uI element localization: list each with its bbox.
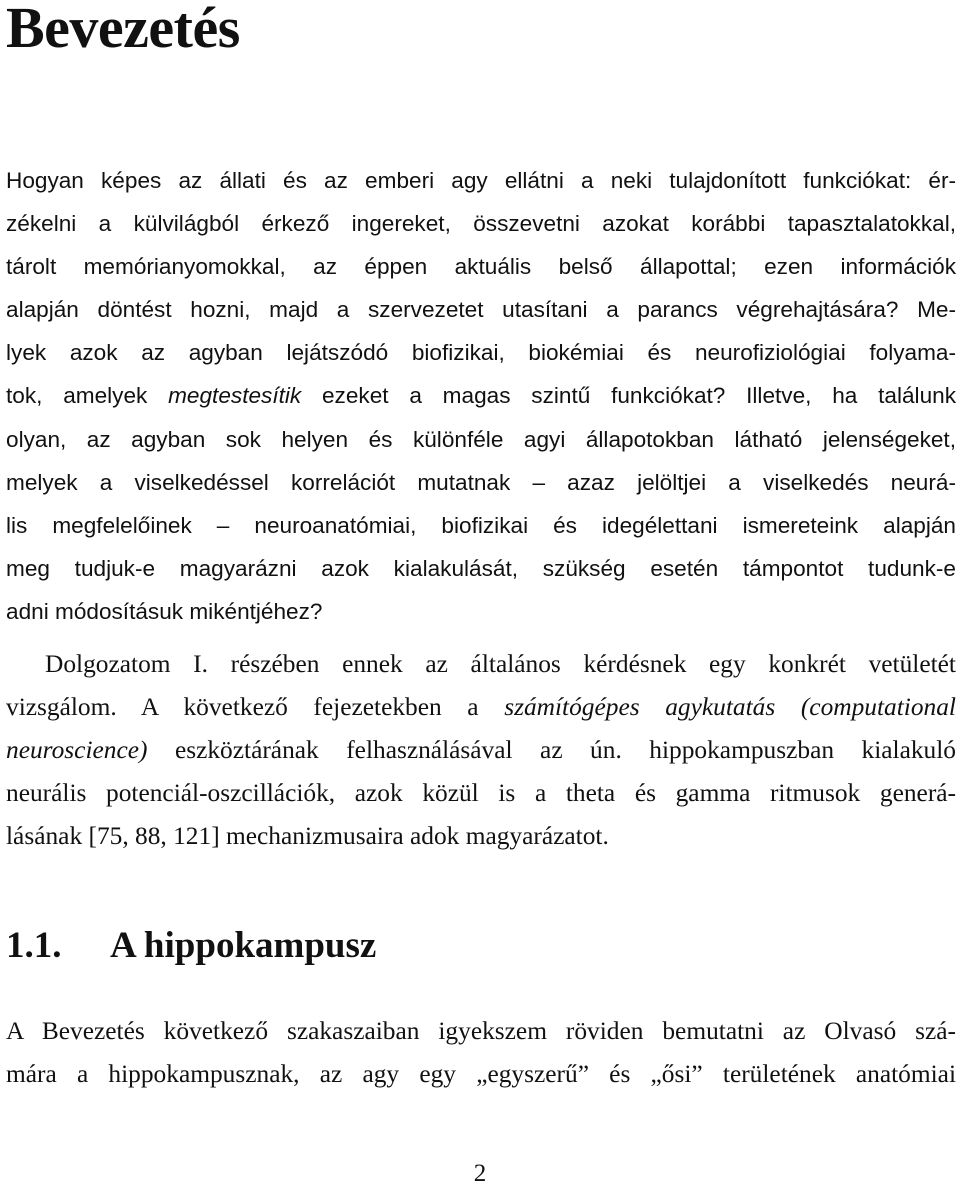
text-line: lásának [75, 88, 121] mechanizmusaira adok magyarázatot. (6, 822, 609, 851)
section-heading (6, 924, 376, 967)
intro-paragraph (6, 159, 956, 633)
text-segment: tok, amelyek (6, 383, 169, 409)
section-title: A hippokampusz (110, 925, 377, 966)
page-number: 2 (473, 1160, 487, 1187)
emphasis-term: számítógépes agykutatás (computational (504, 693, 956, 722)
emphasis-term: megtestesítik (168, 383, 302, 409)
text-line: meg tudjuk-e magyarázni azok kialakulását, szükség esetén támpontot tudunk-e (6, 555, 956, 581)
text-line: melyek a viselkedéssel korrelációt mutatnak – azaz jelöltjei a viselkedés neurá- (6, 469, 956, 495)
text-line: adni módosításuk mikéntjéhez? (6, 598, 323, 624)
text-line: A Bevezetés következő szakaszaiban igyekszem röviden bemutatni az Olvasó szá- (6, 1017, 956, 1045)
text-segment: eszköztárának felhasználásával az ún. hippokampuszban kialakuló (147, 736, 956, 765)
text-line: Dolgozatom I. részében ennek az általános kérdésnek egy konkrét vetületét (45, 650, 956, 678)
text-line: lyek azok az agyban lejátszódó biofizikai, biokémiai és neurofiziológiai folyama- (6, 340, 956, 366)
chapter-title: Bevezetés (6, 0, 240, 60)
text-line: alapján döntést hozni, majd a szervezetet utasítani a parancs végrehajtására? Me- (6, 297, 956, 323)
text-line: lis megfelelőinek – neuroanatómiai, biofizikai és idegélettani ismereteink alapján (6, 512, 956, 538)
section-number: 1.1. (6, 925, 62, 966)
text-line: mára a hippokampusznak, az agy egy „egyszerű” és „ősi” területének anatómiai (6, 1060, 956, 1089)
text-line: zékelni a külvilágból érkező ingereket, összevetni azokat korábbi tapasztalatokkal, (6, 211, 956, 237)
thesis-paragraph (6, 643, 956, 858)
text-line: neurális potenciál-oszcillációk, azok közül is a theta és gamma ritmusok generá- (6, 779, 956, 808)
text-line: Hogyan képes az állati és az emberi agy ellátni a neki tulajdonított funkciókat: ér- (6, 168, 956, 193)
text-line: olyan, az agyban sok helyen és különféle agyi állapotokban látható jelenségeket, (6, 426, 956, 452)
text-segment: ezeket a magas szintű funkciókat? Illetve, ha találunk (301, 383, 956, 409)
emphasis-term: neuroscience) (6, 736, 148, 765)
text-line (6, 729, 956, 772)
text-line: tárolt memórianyomokkal, az éppen aktuális belső állapottal; ezen információk (6, 254, 956, 280)
text-segment: vizsgálom. A következő fejezetekben a (6, 693, 505, 722)
section-paragraph (6, 1010, 956, 1096)
text-line (6, 686, 956, 729)
text-line (6, 374, 956, 417)
